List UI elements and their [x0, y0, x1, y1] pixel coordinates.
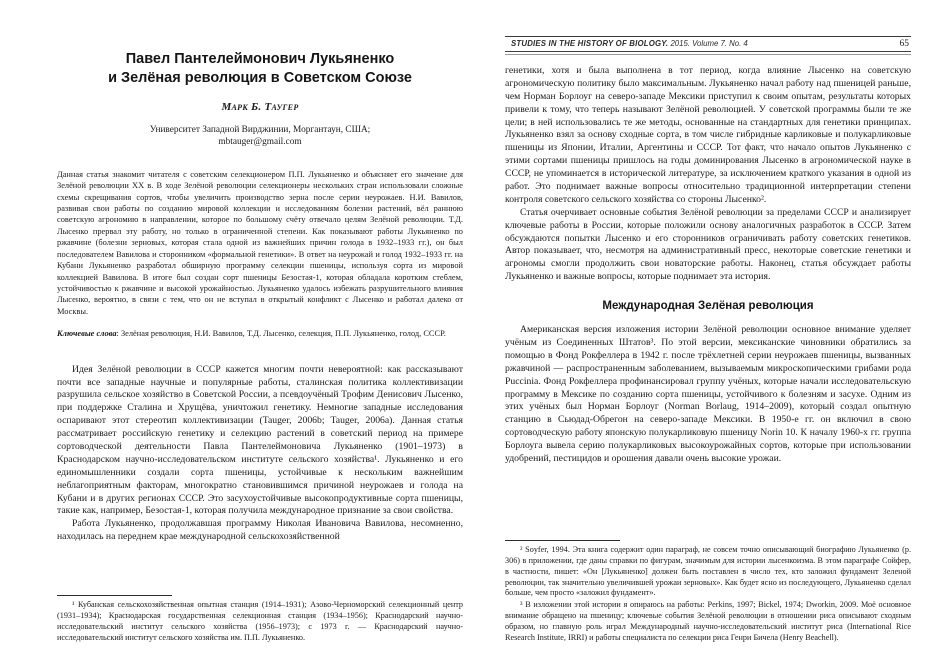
author-name: Марк Б. Таугер: [221, 100, 299, 113]
right-footnote-block: [505, 540, 911, 645]
keywords-text: : Зелёная революция, Н.И. Вавилов, Т.Д. Лысенко, селекция, П.П. Лукьяненко, голод, СССР.: [116, 329, 446, 339]
section-heading: Международная Зелёная революция: [602, 300, 814, 313]
footnote-divider: [57, 595, 172, 596]
body-paragraph: Идея Зелёной революции в СССР кажется многим почти невероятной: как рассказывают почти все западные научные и популярные работы, сталинская политика коллективизации разрушила сельское хозяйство в Советской России, а псевдоучёный Трофим Денисович Лысенко, при поддержке Сталина и Хрущёва, уничтожил генетику. Немногие западные исследования оспаривают этот стереотип коллективизации (Tauger, 2006b; Tauger, 2006a). Данная статья рассматривает российскую генетику и селекцию растений в советский период на примере сортоводческой деятельности Павла Пантелеймоновича Лукьяненко (1901–1973) в Краснодарском научно-исследовательском институте сельского хозяйства¹. Лукьяненко и его единомышленники создали сорта пшеницы, устойчивые к нескольким важнейшим неблагоприятным факторам, многократно становившимся причиной неурожаев и голода на Кубани и в других регионах СССР. Это засухоустойчивые высокопродуктивные сорта пшеницы, такие как, например, Безостая-1, которая получила международное признание за свои свойства.: [57, 363, 463, 517]
article-title: [57, 50, 463, 88]
running-header-row: [505, 37, 911, 51]
article-title-line2: и Зелёная революция в Советском Союзе: [108, 69, 412, 86]
keywords: [57, 328, 463, 339]
header-double-rule: [505, 51, 911, 55]
body-paragraph: Американская версия изложения истории Зелёной революции основное внимание уделяет учёным из Соединенных Штатов³. По этой версии, мексиканские чиновники обратились за помощью в Фонд Рокфеллера в 1942 г. после трёхлетней серии неурожаев пшеницы, вызванных ржавчиной — распространенным заболеванием, вызываемым микроскопическими грибами рода Puccinia. Фонд Рокфеллера профинансировал группу учёных, которые начали исследовательскую программу в Мексике по созданию сорта пшеницы, устойчивого к болезням и засухе. Одним из этих учёных был Норман Борлоуг (Norman Borlaug, 1914–2009), который создал опытную станцию в Сьюдад-Обрегон на северо-западе Мексики. В 1950-е гг. он включил в свою сортоводческую работу японскую полукарликовую пшеницу Norin 10. К началу 1960-х гг. группа Борлоуга вывела серию полукарликовых высокоурожайных сортов, которые при использовании удобрений, пестицидов и орошения давали очень высокие урожаи.: [505, 324, 911, 465]
footnote-divider: [505, 540, 620, 541]
page-number: 65: [899, 39, 909, 49]
left-footnote-block: [57, 595, 463, 645]
abstract-text: Данная статья знакомит читателя с советским селекционером П.П. Лукьяненко и объясняет его значение для Зелёной революции XX в. В ходе Зелёной революции селекционеры нескольких стран использовали сложные схемы скрещивания сортов, чтобы увеличить производство зерна после серии неурожаев. Н.И. Вавилов, развивая свои работы по созданию мировой коллекции и исследованиям болезни растений, вёл раннюю советскую агрономию в направлении, которое по большому счёту отвечало целям Зелёной революции. Т.Д. Лысенко прервал эту работу, но только в ограниченной степени. Как показывают работы Лукьяненко по ржавчине (болезни зерновых, которая стала одной из важнейших причин голода в 1932–1933 гг.), он был последователем Вавилова и сторонником «формальной генетики». В ответ на неурожай и голод 1932–1933 гг. на Кубани Лукьяненко разработал обширную программу селекции пшеницы, используя сорта из мировой коллекцией Вавилова. В итоге был создан сорт пшеницы Безостая-1, которая обладала коротким стеблем, устойчивостью к ржавчине и высокой урожайностью. Лукьяненко удалось избежать разрушительного влияния Лысенко, вероятно, в связи с тем, что он не вступал в открытый конфликт с Лысенко и работал далеко от Москвы.: [57, 169, 463, 316]
footnote-1: ¹ Кубанская сельскохозяйственная опытная станция (1914–1931); Азово-Черноморский селекционный центр (1931–1934); Краснодарская государственная селекционная станция (1934–1956); Краснодарский научно-исследовательский институт сельского хозяйства (1956–1973); с 1973 г. — Краснодарский научно-исследовательский институт сельского хозяйства им. П.П. Лукьяненко.: [57, 600, 463, 643]
article-title-line1: Павел Пантелеймонович Лукьяненко: [125, 51, 395, 67]
footnote-2: ² Soyfer, 1994. Эта книга содержит один параграф, не совсем точно описывающий биографию Лукьяненко (р. 306) в приложении, где даны справки по фигурам, значимым для истории лысенкоизма. В этом параграфе Сойфер, в частности, пишет: «Он [Лукьяненко] должен быть поставлен в число тех, кто заложил фундамент Зеленой революции, так значительно увеличившей урожаи зерновых». Как будет ясно из последующего, Лукьяненко сделал больше, чем просто «заложил фундамент».: [505, 544, 911, 598]
affiliation: [57, 124, 463, 149]
body-paragraph: генетики, хотя и была выполнена в тот период, когда влияние Лысенко на советскую агрономическую политику было максимальным. Лукьяненко начал работу над пшеницей раньше, чем Норман Борлоуг на северо-западе Мексики приступил к своим опытам, результаты которых привели к тому, что теперь называют Зелёной революцией. У советской программы были те же цели; в ней использовались те же методы, основанные на стандартных для генетики принципах. Лукьяненко взял за основу сходные сорта, в том числе гибридные карликовые и полукарликовые пшеницы из Японии, Италии, Аргентины и СССР. Тот факт, что начало опытов Лукьяненко с этими сортами пшеницы пришлось на годы доминирования Лысенко в агрономической науке в СССР, не упоминается в исторической литературе, за исключением краткого указания в одной из работ. Это поднимает важные вопросы относительно традиционной интерпретации степени контроля советского сельского хозяйства со стороны Лысенко².: [505, 65, 911, 205]
body-paragraph: Работа Лукьяненко, продолжавшая программу Николая Ивановича Вавилова, несомненно, находилась на переднем крае международной сельскохозяйственной: [57, 518, 463, 543]
body-paragraph: Статья очерчивает основные события Зелёной революции за пределами СССР и анализирует ключевые работы в России, которые положили основу аналогичных разработок в СССР. Затем обсуждаются попытки Лысенко и его сторонников ограничивать работу советских генетиков. Автор показывает, что, несмотря на административный пресс, некоторые советские генетики и агрономы смогли продолжить свои новаторские работы. Наконец, статья обсуждает работы Лукьяненко и важные вопросы, которые поднимает эта история.: [505, 206, 911, 283]
footnote-3: ³ В изложении этой истории я опираюсь на работы: Perkins, 1997; Bickel, 1974; Dworkin, 2009. Моё основное внимание обращено на пшеницу; ключевые события Зелёной революции в отношении риса описывают сходным образом, но главную роль играл Международный научно-исследовательский институт риса (International Rice Research Institute, IRRI) и работы специалиста по селекции риса Генри Бичела (Henry Beachell).: [505, 600, 911, 643]
section-body-text: [505, 324, 911, 466]
right-body-text: [505, 65, 911, 284]
left-body-text: [57, 364, 463, 544]
affiliation-institution: Университет Западной Вирджинии, Моргантаун, США;: [149, 124, 371, 135]
journal-title: STUDIES IN THE HISTORY OF BIOLOGY.: [511, 39, 669, 48]
keywords-label: Ключевые слова: [57, 329, 117, 339]
issue-info: 2015. Volume 7. No. 4: [670, 39, 748, 48]
running-header: [505, 36, 911, 55]
running-header-text: [511, 39, 748, 48]
author-email: mbtauger@gmail.com: [218, 137, 302, 148]
right-page: [468, 0, 936, 667]
